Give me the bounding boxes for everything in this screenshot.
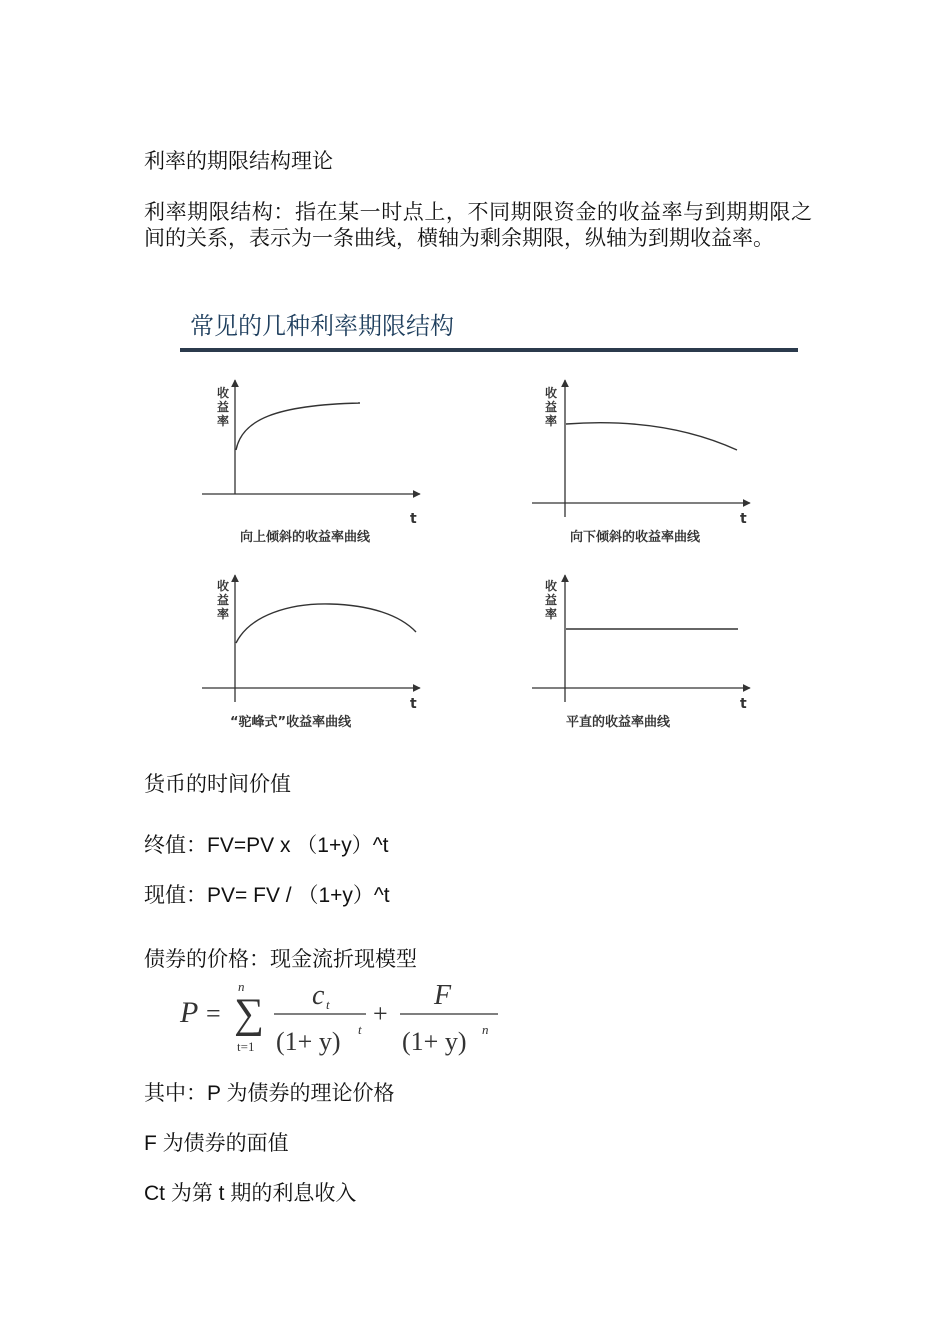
formula-num2: F [434,980,452,1011]
y-label-char: 率 [545,414,558,428]
panel-humped [202,575,420,730]
formula-equals: = [206,999,221,1028]
y-label-char: 益 [217,593,230,607]
x-label: t [740,696,747,712]
y-label-char: 收 [217,579,230,593]
formula-den2: (1+ y) [402,1027,467,1056]
definition-ct: Ct 为第 t 期的利息收入 [144,1182,357,1205]
x-label: t [740,511,747,527]
y-label-char: 率 [545,607,558,621]
formula-sum-bottom: t=1 [237,1039,255,1054]
downward-curve [566,423,737,450]
formula-den2-exp: n [482,1022,489,1037]
y-label-char: 收 [545,579,558,593]
y-label-char: 率 [217,607,230,621]
formula-den1-exp: t [358,1022,362,1037]
y-label-char: 益 [545,400,558,414]
section-heading-time-value: 货币的时间价值 [144,772,291,796]
term-structure-definition: 利率期限结构：指在某一时点上，不同期限资金的收益率与到期期限之间的关系，表示为一条曲线，横轴为剩余期限，纵轴为到期收益率。 [144,200,812,250]
panel-upward [202,380,420,545]
formula-num1-sub: t [326,997,330,1012]
panel-caption: 向下倾斜的收益率曲线 [570,530,701,545]
panel-downward [532,380,750,545]
yield-curve-panels [180,300,800,740]
section-heading-term-structure: 利率的期限结构理论 [144,149,333,173]
panel-caption: 向上倾斜的收益率曲线 [240,530,371,545]
future-value-formula: 终值：FV=PV x （1+y）^t [144,834,389,857]
formula-sum-sign: ∑ [234,991,264,1037]
formula-den1: (1+ y) [276,1027,341,1056]
formula-plus: + [373,999,388,1028]
y-label-char: 益 [217,400,230,414]
bond-price-formula [176,976,506,1060]
y-label-char: 收 [217,386,230,400]
definition-f: F 为债券的面值 [144,1132,289,1155]
panel-caption: 平直的收益率曲线 [566,715,671,730]
formula-num1: c [312,980,325,1011]
panel-flat [532,575,750,730]
section-heading-bond-price: 债券的价格：现金流折现模型 [144,947,417,971]
upward-curve [236,403,360,450]
term-structure-figure [180,300,800,740]
y-label-char: 率 [217,414,230,428]
panel-caption: “驼峰式”收益率曲线 [230,715,352,730]
present-value-formula: 现值：PV= FV / （1+y）^t [144,884,390,907]
figure-title: 常见的几种利率期限结构 [190,312,454,340]
humped-curve [236,604,416,643]
y-label-char: 益 [545,593,558,607]
definition-p: 其中：P 为债券的理论价格 [144,1082,395,1105]
x-label: t [410,511,417,527]
y-label-char: 收 [545,386,558,400]
x-label: t [410,696,417,712]
formula-sum-top: n [238,979,245,994]
formula-lhs: P [180,996,199,1029]
